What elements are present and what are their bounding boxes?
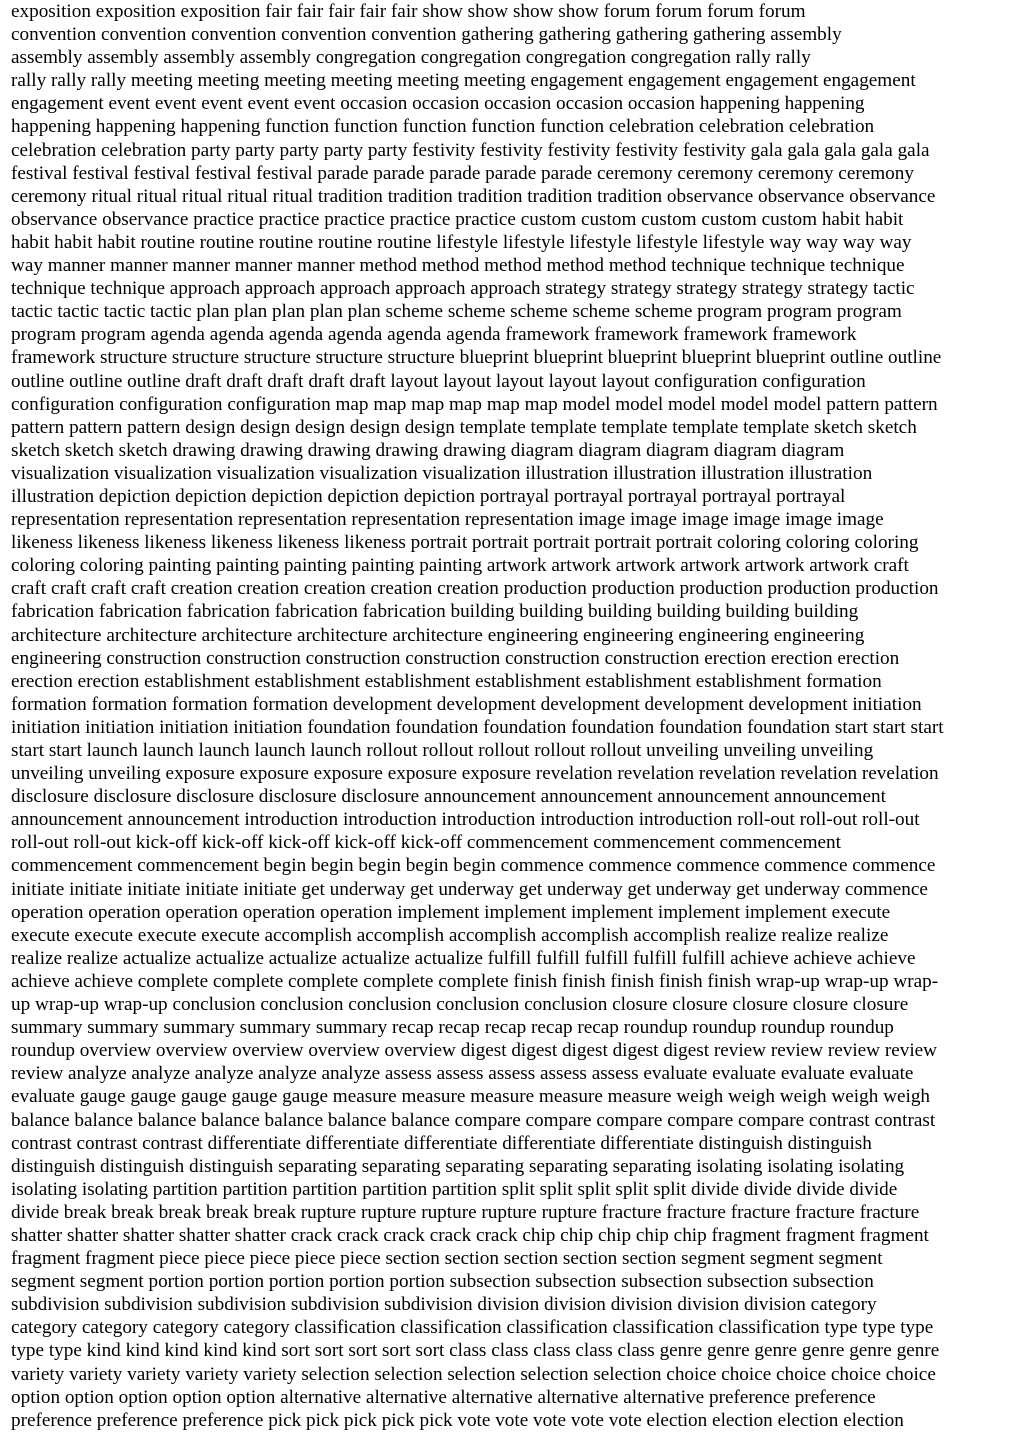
text-line: preference preference preference pick pick pick pick pick vote vote vote vote vote election election election election bbox=[11, 1409, 904, 1431]
text-line: initiate initiate initiate initiate initiate get underway get underway get underway get underway get underway commence bbox=[11, 878, 928, 900]
text-line: sketch sketch sketch drawing drawing drawing drawing drawing diagram diagram diagram diagram diagram bbox=[11, 439, 845, 461]
text-line: assembly assembly assembly assembly congregation congregation congregation congregation rally rally bbox=[11, 47, 811, 69]
text-line: type type kind kind kind kind kind sort sort sort sort sort class class class class class genre genre genre genre genre genre bbox=[11, 1340, 940, 1362]
text-line: visualization visualization visualization visualization visualization illustration illustration illustration illustration bbox=[11, 462, 873, 484]
text-line: contrast contrast contrast differentiate differentiate differentiate differentiate differentiate distinguish distinguish bbox=[11, 1132, 872, 1154]
text-line: realize realize actualize actualize actualize actualize actualize fulfill fulfill fulfill fulfill fulfill achieve achieve achieve bbox=[11, 947, 916, 969]
text-line: roll-out roll-out kick-off kick-off kick-off kick-off kick-off commencement commencement commencement bbox=[11, 832, 841, 854]
text-line: habit habit habit routine routine routine routine routine lifestyle lifestyle lifestyle lifestyle lifestyle way way way way bbox=[11, 231, 912, 253]
text-line: review analyze analyze analyze analyze analyze assess assess assess assess assess evaluate evaluate evaluate evaluate bbox=[11, 1063, 914, 1085]
text-line: balance balance balance balance balance balance balance compare compare compare compare compare contrast contrast bbox=[11, 1109, 936, 1131]
text-line: celebration celebration party party party party party festivity festivity festivity festivity festivity gala gala gala gala gala bbox=[11, 139, 930, 161]
text-line: convention convention convention convention convention gathering gathering gathering gathering assembly bbox=[11, 24, 842, 46]
text-line: configuration configuration configuration map map map map map map model model model model model pattern pattern bbox=[11, 393, 938, 415]
text-line: likeness likeness likeness likeness likeness likeness portrait portrait portrait portrait portrait coloring coloring coloring bbox=[11, 532, 919, 554]
text-line: segment segment portion portion portion portion portion subsection subsection subsection subsection subsection bbox=[11, 1271, 874, 1293]
text-line: summary summary summary summary summary recap recap recap recap recap roundup roundup roundup roundup bbox=[11, 1017, 894, 1039]
text-line: operation operation operation operation operation implement implement implement implement implement execute bbox=[11, 901, 891, 923]
text-line: distinguish distinguish distinguish separating separating separating separating separating isolating isolating isolating bbox=[11, 1155, 905, 1177]
text-line: illustration depiction depiction depiction depiction depiction portrayal portrayal portrayal portrayal portrayal bbox=[11, 485, 846, 507]
text-line: start start launch launch launch launch launch rollout rollout rollout rollout rollout unveiling unveiling unveiling bbox=[11, 740, 874, 761]
text-line: technique technique approach approach approach approach approach strategy strategy strategy strategy strategy tactic bbox=[11, 278, 915, 300]
text-line: variety variety variety variety variety selection selection selection selection selection choice choice choice choice choice bbox=[11, 1363, 936, 1385]
text-line: isolating isolating partition partition partition partition partition split split split split split divide divide divide divide bbox=[11, 1178, 898, 1200]
text-line: festival festival festival festival festival parade parade parade parade parade ceremony ceremony ceremony ceremony bbox=[11, 162, 914, 184]
text-line: craft craft craft craft creation creation creation creation creation production production production production production bbox=[11, 578, 939, 600]
text-line: pattern pattern pattern design design design design design template template template template template sketch sketch bbox=[11, 416, 917, 438]
text-line: achieve achieve complete complete complete complete complete finish finish finish finish finish wrap-up wrap-up wrap- bbox=[11, 970, 939, 992]
text-line: announcement announcement introduction introduction introduction introduction introduction roll-out roll-out roll-out bbox=[11, 809, 920, 831]
text-line: execute execute execute execute accomplish accomplish accomplish accomplish accomplish realize realize realize bbox=[11, 924, 889, 946]
text-line: way manner manner manner manner manner method method method method method technique technique technique bbox=[11, 255, 905, 277]
text-line: commencement commencement begin begin begin begin begin commence commence commence commence commence bbox=[11, 855, 936, 877]
text-line: outline outline outline draft draft draft draft draft layout layout layout layout layout configuration configuration bbox=[11, 370, 866, 392]
text-line: rally rally rally meeting meeting meeting meeting meeting meeting engagement engagement engagement engagement bbox=[11, 70, 916, 92]
text-line: engineering construction construction construction construction construction construction erection erection erection bbox=[11, 647, 900, 669]
text-line: roundup overview overview overview overview overview digest digest digest digest digest review review review review bbox=[11, 1040, 938, 1062]
text-line: evaluate gauge gauge gauge gauge gauge measure measure measure measure measure weigh weigh weigh weigh weigh bbox=[11, 1086, 931, 1108]
text-line: tactic tactic tactic tactic plan plan plan plan plan scheme scheme scheme scheme scheme program program program bbox=[11, 301, 902, 323]
text-line: program program agenda agenda agenda agenda agenda agenda framework framework framework framework bbox=[11, 324, 857, 346]
text-line: representation representation representation representation representation image image image image image image bbox=[11, 509, 884, 531]
text-line: subdivision subdivision subdivision subdivision subdivision division division division division division category bbox=[11, 1294, 877, 1316]
text-line: up wrap-up wrap-up conclusion conclusion conclusion conclusion conclusion closure closure closure closure closure bbox=[11, 994, 909, 1016]
text-line: engagement event event event event event occasion occasion occasion occasion occasion happening happening bbox=[11, 93, 865, 115]
text-line: initiation initiation initiation initiation foundation foundation foundation foundation foundation foundation start start start bbox=[11, 716, 944, 738]
text-line: option option option option option alternative alternative alternative alternative alternative preference preference bbox=[11, 1386, 876, 1408]
text-line: happening happening happening function function function function function celebration celebration celebration bbox=[11, 116, 875, 138]
text-line: observance observance practice practice practice practice practice custom custom custom custom custom habit habit bbox=[11, 208, 904, 230]
text-line: category category category category classification classification classification classification classification type type type bbox=[11, 1317, 934, 1339]
text-line: architecture architecture architecture architecture architecture engineering engineering engineering engineering bbox=[11, 624, 865, 646]
text-line: exposition exposition exposition fair fair fair fair fair show show show show forum forum forum forum bbox=[11, 1, 806, 22]
text-line: divide break break break break break rupture rupture rupture rupture rupture fracture fracture fracture fracture fracture bbox=[11, 1201, 920, 1223]
text-line: formation formation formation formation development development development development development initiation bbox=[11, 693, 922, 715]
text-line: unveiling unveiling exposure exposure exposure exposure exposure revelation revelation revelation revelation revelation bbox=[11, 763, 939, 785]
text-line: disclosure disclosure disclosure disclosure disclosure announcement announcement announcement announcement bbox=[11, 786, 886, 808]
text-line: coloring coloring painting painting painting painting painting artwork artwork artwork artwork artwork artwork craft bbox=[11, 555, 909, 577]
text-line: erection erection establishment establishment establishment establishment establishment establishment formation bbox=[11, 670, 882, 692]
text-line: ceremony ritual ritual ritual ritual ritual tradition tradition tradition tradition tradition observance observance observance bbox=[11, 185, 936, 207]
text-line: fragment fragment piece piece piece piece piece section section section section section segment segment segment bbox=[11, 1248, 883, 1270]
text-line: framework structure structure structure structure structure blueprint blueprint blueprint blueprint blueprint outline outline bbox=[11, 347, 942, 369]
text-line: fabrication fabrication fabrication fabrication fabrication building building building building building building bbox=[11, 601, 859, 623]
text-line: shatter shatter shatter shatter shatter crack crack crack crack crack chip chip chip chip chip fragment fragment fragment bbox=[11, 1224, 929, 1246]
